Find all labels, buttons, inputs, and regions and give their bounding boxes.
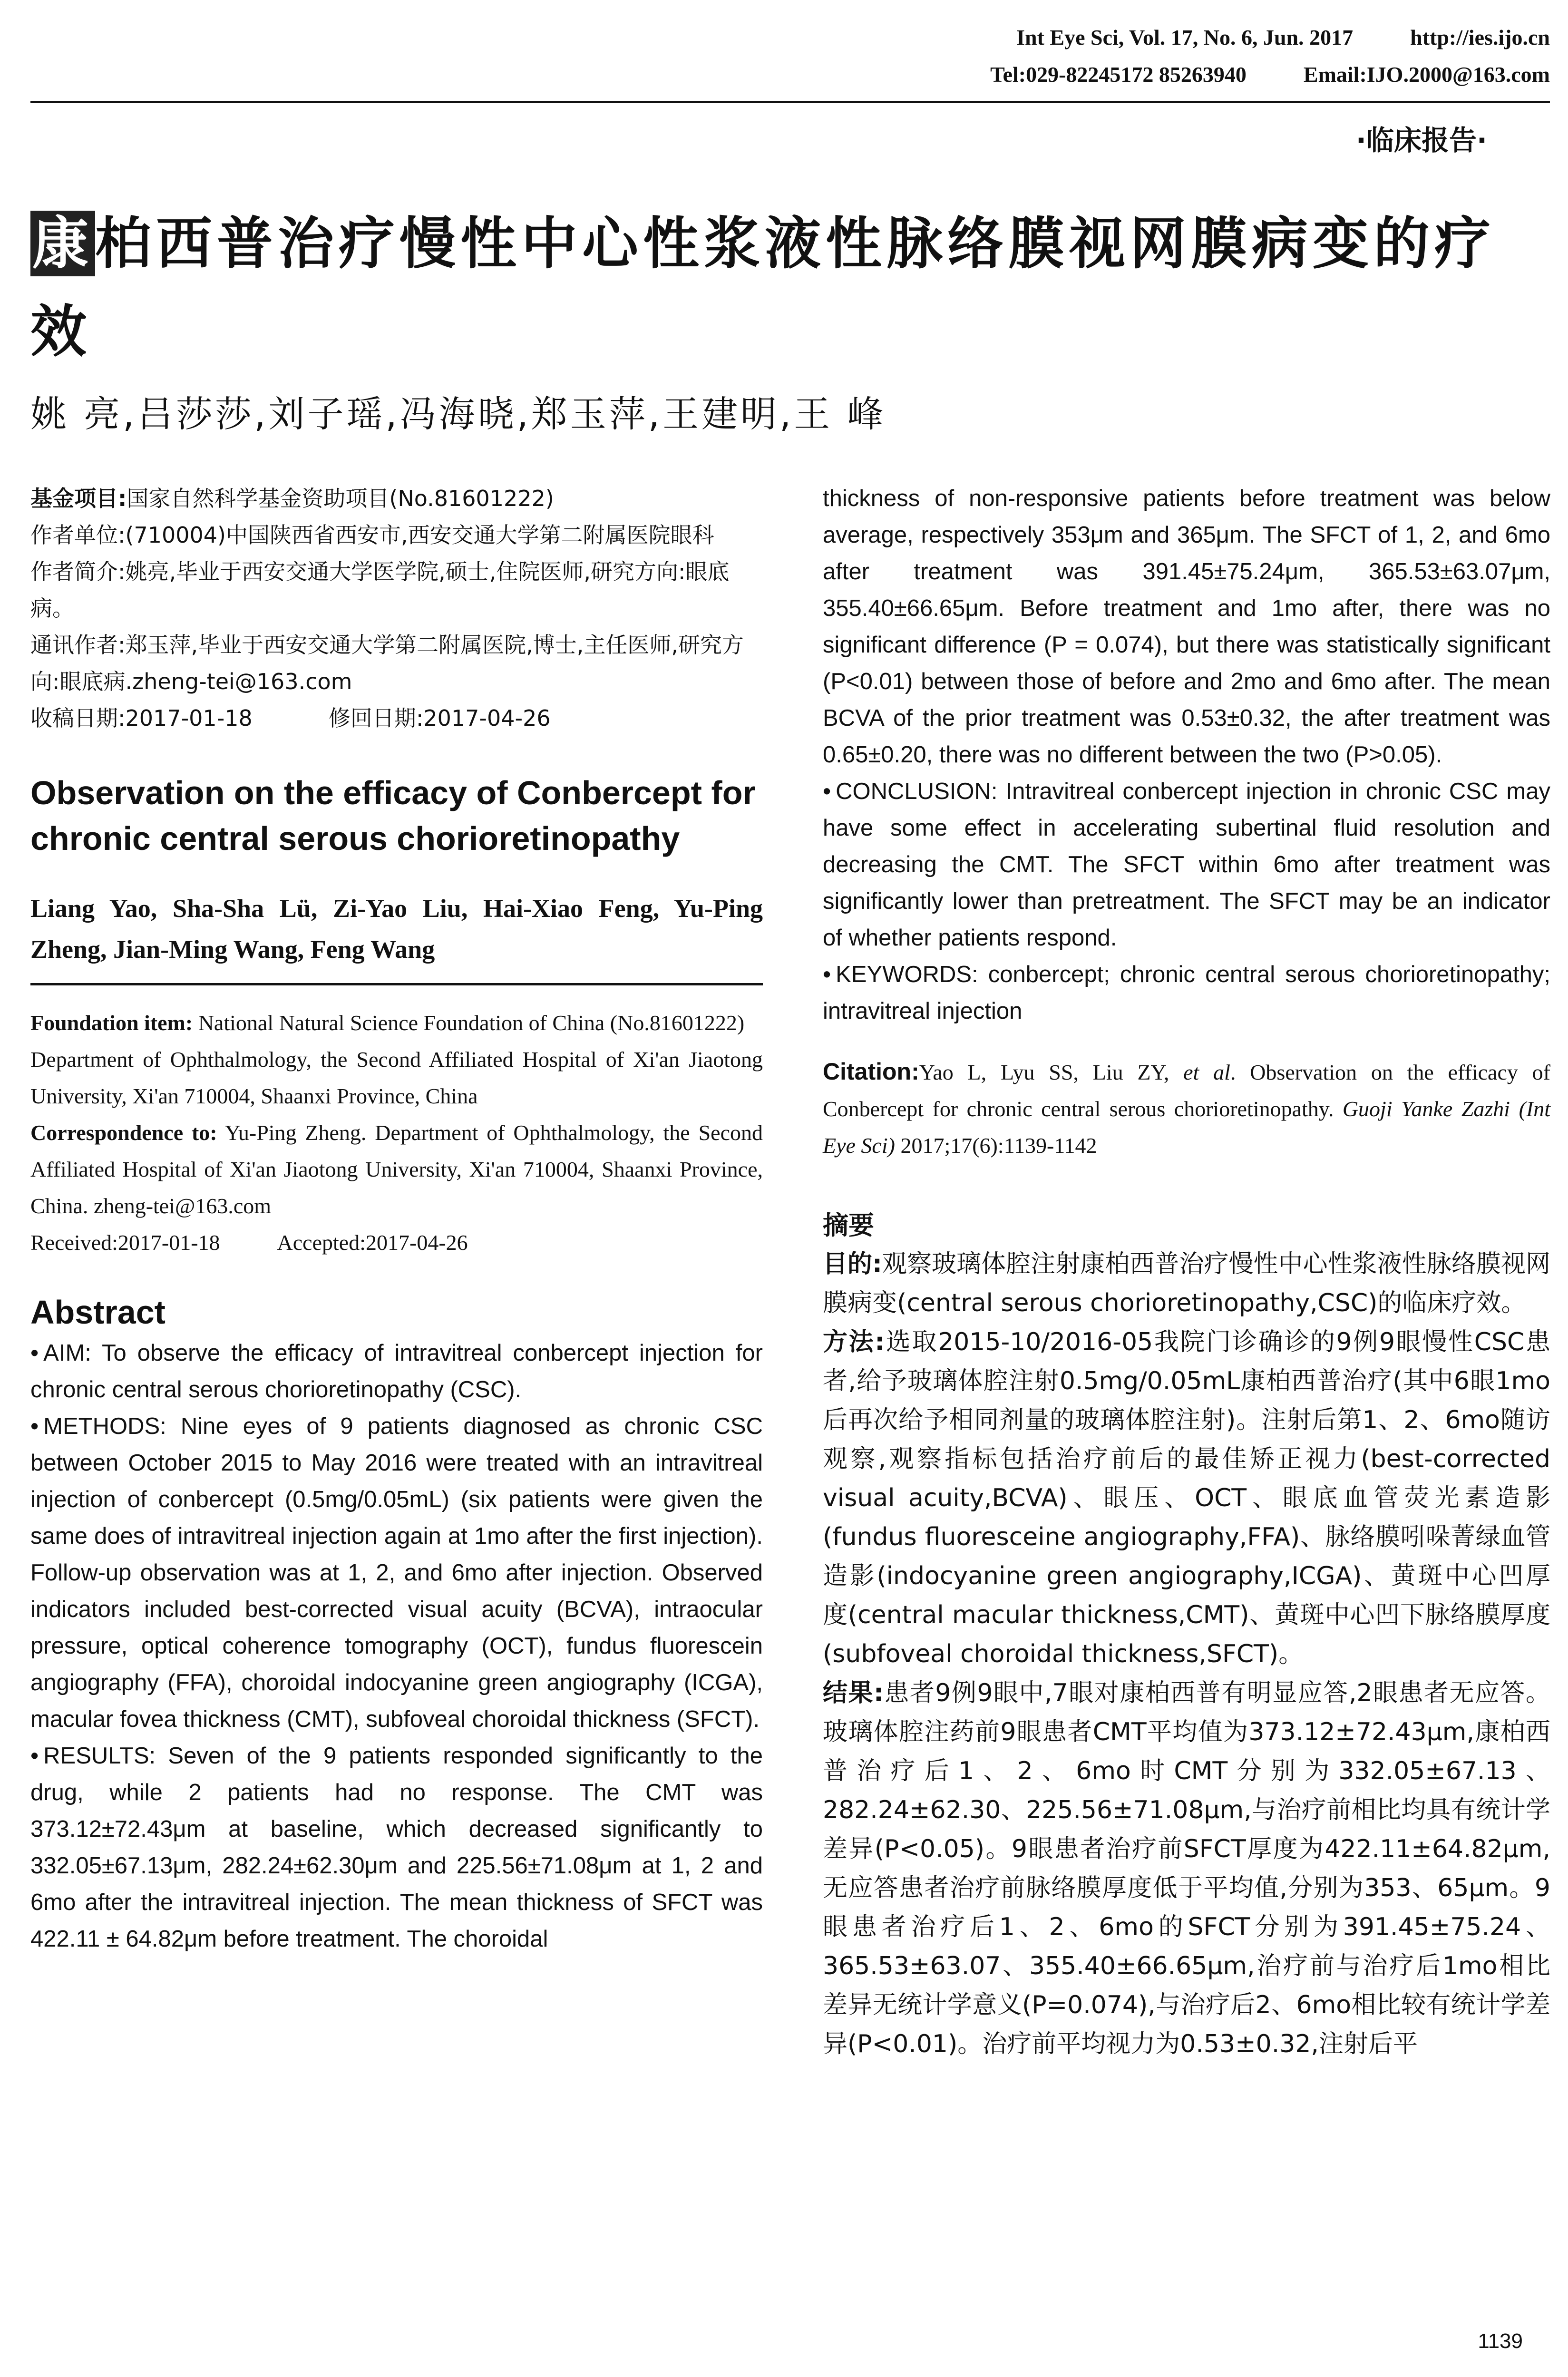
accepted-date-en: Accepted:2017-04-26 (277, 1230, 468, 1255)
left-column (30, 480, 763, 1958)
title-rest: 柏西普治疗慢性中心性浆液性脉络膜视网膜病变的疗效 (30, 211, 1496, 364)
journal-citation-line: Int Eye Sci, Vol. 17, No. 6, Jun. 2017 (1016, 25, 1354, 49)
section-label: ·临床报告· (1355, 124, 1487, 156)
journal-url[interactable]: http://ies.ijo.cn (1410, 25, 1550, 49)
fund-text: 国家自然科学基金资助项目(No.81601222) (127, 486, 554, 511)
abstract-keywords: • KEYWORDS: conbercept; chronic central serous chorioretinopathy; intravitreal injection (823, 962, 1550, 1024)
authors-cn: 姚 亮,吕莎莎,刘子瑶,冯海晓,郑玉萍,王建明,王 峰 (30, 393, 886, 435)
authors-en: Liang Yao, Sha-Sha Lü, Zi-Yao Liu, Hai-Xiao Feng, Yu-Ping Zheng, Jian-Ming Wang, Feng Wang (30, 894, 763, 964)
cn-abstract-methods: 方法:选取2015-10/2016-05我院门诊确诊的9例9眼慢性CSC患者,给予玻璃体腔注射0.5mg/0.05mL康柏西普治疗(其中6眼1mo后再次给予相同剂量的玻璃体腔注射)。注射后第1、2、6mo随访观察,观察指标包括治疗前后的最佳矫正视力(best-corrected visual acuity,BCVA)、眼压、OCT、眼底血管荧光素造影(fundus fluoresceine angiography,FFA)、脉络膜吲哚菁绿血管造影(indocyanine green angiography,ICGA)、黄斑中心凹厚度(central macular thickness,CMT)、黄斑中心凹下脉络膜厚度(subfoveal choroidal thickness,SFCT)。 (823, 1328, 1550, 1668)
article-title-cn (30, 200, 1548, 376)
corr-label-cn: 通讯作者: (30, 632, 126, 658)
abstract-conclusion: • CONCLUSION: Intravitreal conbercept injection in chronic CSC may have some effect in accelerating subertinal fluid resolution and decreasing the CMT. The SFCT within 6mo after treatment was significantly lower than pretreatment. The SFCT may be an indicator of whether patients respond. (823, 779, 1550, 951)
cn-metadata (30, 480, 763, 737)
correspondence-label: Correspondence to: (30, 1120, 217, 1145)
en-metadata (30, 1004, 763, 1261)
unit-label: 作者单位: (30, 522, 126, 548)
abstract-results: • RESULTS: Seven of the 9 patients responded significantly to the drug, while 2 patients had no response. The CMT was 373.12±72.43μm at baseline, which decreased significantly to 332.05±67.13μm, 282.24±62.30μm and 225.56±71.08μm at 1, 2 and 6mo after the intravitreal injection. The mean thickness of SFCT was 422.11 ± 64.82μm before treatment. The choroidal (30, 1743, 763, 1952)
fund-label: 基金项目: (30, 486, 127, 511)
citation: Citation:Yao L, Lyu SS, Liu ZY, et al. Observation on the efficacy of Conbercept for chronic central serous chorioretinopathy. Guoji Yanke Zazhi (Int Eye Sci) 2017;17(6):1139-1142 (823, 1058, 1551, 1158)
citation-journal: Guoji Yanke Zazhi (Int Eye Sci) (823, 1097, 1551, 1158)
received-date-en: Received:2017-01-18 (30, 1230, 220, 1255)
foundation-text: National Natural Science Foundation of China (No.81601222) (198, 1011, 745, 1035)
page-number: 1139 (1478, 2329, 1523, 2353)
unit-text: (710004)中国陕西省西安市,西安交通大学第二附属医院眼科 (125, 522, 714, 548)
department-text: Department of Ophthalmology, the Second Affiliated Hospital of Xi'an Jiaotong University, Xi'an 710004, Shaanxi Province, China (30, 1047, 763, 1108)
journal-header (741, 19, 1550, 93)
header-divider (30, 101, 1550, 103)
abstract-aim: • AIM: To observe the efficacy of intravitreal conbercept injection for chronic central serous chorioretinopathy (CSC). (30, 1340, 763, 1403)
revised-date-cn: 修回日期:2017-04-26 (328, 705, 551, 731)
cn-abstract-results: 结果:患者9例9眼中,7眼对康柏西普有明显应答,2眼患者无应答。玻璃体腔注药前9眼患者CMT平均值为373.12±72.43μm,康柏西普治疗后1、2、6mo时CMT分别为332.05±67.13、282.24±62.30、225.56±71.08μm,与治疗前相比均具有统计学差异(P<0.05)。9眼患者治疗前SFCT厚度为422.11±64.82μm,无应答患者治疗前脉络膜厚度低于平均值,分别为353、65μm。9眼患者治疗后1、2、6mo的SFCT分别为391.45±75.24、365.53±63.07、355.40±66.65μm,治疗前与治疗后1mo相比差异无统计学意义(P=0.074),与治疗后2、6mo相比较有统计学差异(P<0.01)。治疗前平均视力为0.53±0.32,注射后平 (823, 1679, 1551, 2058)
bio-text: 姚亮,毕业于西安交通大学医学院,硕士,住院医师,研究方向:眼底病。 (30, 559, 730, 621)
foundation-label: Foundation item: (30, 1011, 193, 1035)
received-date-cn: 收稿日期:2017-01-18 (30, 705, 253, 731)
abstract-heading: Abstract (30, 1294, 166, 1331)
abstract-methods: • METHODS: Nine eyes of 9 patients diagnosed as chronic CSC between October 2015 to May 2016 were treated with an intravitreal injection of conbercept (0.5mg/0.05mL) (six patients were given the same does of intravitreal injection again at 1mo after the first injection). Follow-up observation was at 1, 2, and 6mo after injection. Observed indicators included best-corrected visual acuity (BCVA), intraocular pressure, optical coherence tomography (OCT), fundus fluorescein angiography (FFA), choroidal indocyanine green angiography (ICGA), macular fovea thickness (CMT), subfoveal choroidal thickness (SFCT). (30, 1413, 763, 1732)
bio-label: 作者简介: (30, 559, 126, 585)
corr-text-cn: 郑玉萍,毕业于西安交通大学第二附属医院,博士,主任医师,研究方向:眼底病.zheng-tei@163.com (30, 632, 744, 694)
correspondence-text: Yu-Ping Zheng. Department of Ophthalmology, the Second Affiliated Hospital of Xi'an Jiaotong University, Xi'an 710004, Shaanxi Province, China. zheng-tei@163.com (30, 1120, 763, 1218)
right-column (823, 480, 1550, 2064)
title-highlight-char: 康 (30, 211, 95, 276)
cn-abstract-aim: 目的:观察玻璃体腔注射康柏西普治疗慢性中心性浆液性脉络膜视网膜病变(central serous chorioretinopathy,CSC)的临床疗效。 (823, 1250, 1550, 1317)
authors-divider (30, 983, 763, 985)
article-title-en: Observation on the efficacy of Conbercept for chronic central serous chorioretinopathy (30, 774, 756, 857)
cn-abstract-heading: 摘要 (823, 1210, 874, 1240)
journal-tel: Tel:029-82245172 85263940 (990, 62, 1247, 87)
citation-label: Citation: (823, 1058, 919, 1085)
abstract-results-continued: thickness of non-responsive patients before treatment was below average, respectively 353μm and 365μm. The SFCT of 1, 2, and 6mo after treatment was 391.45±75.24μm, 365.53±63.07μm, 355.40±66.65μm. Before treatment and 1mo after, there was no significant difference (P = 0.074), but there was statistically significant (P<0.01) between those of before and 2mo and 6mo after. The mean BCVA of the prior treatment was 0.53±0.32, the after treatment was 0.65±0.20, there was no different between the two (P>0.05). (823, 486, 1550, 768)
journal-email[interactable]: Email:IJO.2000@163.com (1303, 62, 1550, 87)
